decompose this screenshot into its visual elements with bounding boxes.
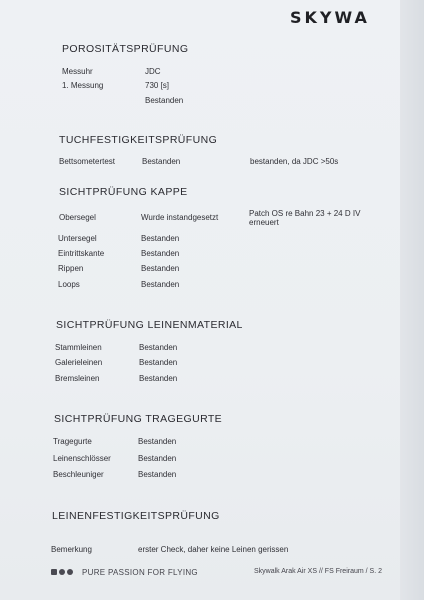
label-tragegurte: Tragegurte: [53, 437, 92, 446]
label-loops: Loops: [58, 280, 80, 289]
label-bremsleinen: Bremsleinen: [55, 374, 100, 383]
label-rippen: Rippen: [58, 264, 84, 273]
section-heading-leinenmaterial: SICHTPRÜFUNG LEINENMATERIAL: [56, 319, 243, 331]
facebook-icon: [51, 569, 57, 575]
value-bremsleinen: Bestanden: [139, 374, 178, 383]
value-bemerkung: erster Check, daher keine Leinen gerissen: [138, 545, 289, 554]
note-bettsometertest: bestanden, da JDC >50s: [250, 157, 339, 166]
label-eintrittskante: Eintrittskante: [58, 249, 105, 258]
value-beschleuniger: Bestanden: [138, 470, 177, 479]
section-heading-leinenfestigkeit: LEINENFESTIGKEITSPRÜFUNG: [52, 510, 220, 522]
section-heading-porositaet: POROSITÄTSPRÜFUNG: [62, 43, 189, 55]
footer-slogan: PURE PASSION FOR FLYING: [82, 568, 198, 577]
section-heading-kappe: SICHTPRÜFUNG KAPPE: [59, 186, 188, 198]
instagram-icon: [59, 569, 65, 575]
value-bettsometertest: Bestanden: [142, 157, 181, 166]
value-porositaet-result: Bestanden: [145, 96, 184, 105]
section-heading-tragegurte: SICHTPRÜFUNG TRAGEGURTE: [54, 413, 223, 425]
note-obersegel-line1: Patch OS re Bahn 23 + 24 D IV: [249, 209, 361, 218]
value-stammleinen: Bestanden: [139, 343, 178, 352]
value-eintrittskante: Bestanden: [141, 249, 180, 258]
note-obersegel-line2: erneuert: [249, 218, 279, 227]
label-galerieleinen: Galerieleinen: [55, 358, 103, 367]
label-erste-messung: 1. Messung: [62, 81, 104, 90]
value-leinenschloesser: Bestanden: [138, 454, 177, 463]
label-stammleinen: Stammleinen: [55, 343, 102, 352]
value-erste-messung: 730 [s]: [145, 81, 170, 90]
value-loops: Bestanden: [141, 280, 180, 289]
value-untersegel: Bestanden: [141, 234, 180, 243]
value-obersegel: Wurde instandgesetzt: [141, 213, 219, 222]
label-bettsometertest: Bettsometertest: [59, 157, 116, 166]
value-tragegurte: Bestanden: [138, 437, 177, 446]
note-obersegel: [249, 209, 360, 227]
label-leinenschloesser: Leinenschlösser: [53, 454, 111, 463]
label-untersegel: Untersegel: [58, 234, 97, 243]
footer-page-info: Skywalk Arak Air XS // FS Freiraum / S. 2: [254, 568, 382, 575]
label-bemerkung: Bemerkung: [51, 545, 92, 554]
label-messuhr: Messuhr: [62, 67, 93, 76]
website-icon: [67, 569, 73, 575]
page-edge: [400, 0, 424, 600]
label-beschleuniger: Beschleuniger: [53, 470, 104, 479]
skywalk-logo: SKYWA: [290, 8, 370, 27]
value-messuhr: JDC: [145, 67, 161, 76]
value-rippen: Bestanden: [141, 264, 180, 273]
value-galerieleinen: Bestanden: [139, 358, 178, 367]
label-obersegel: Obersegel: [59, 213, 96, 222]
social-icons: [51, 569, 73, 575]
section-heading-tuchfestigkeit: TUCHFESTIGKEITSPRÜFUNG: [59, 134, 218, 146]
